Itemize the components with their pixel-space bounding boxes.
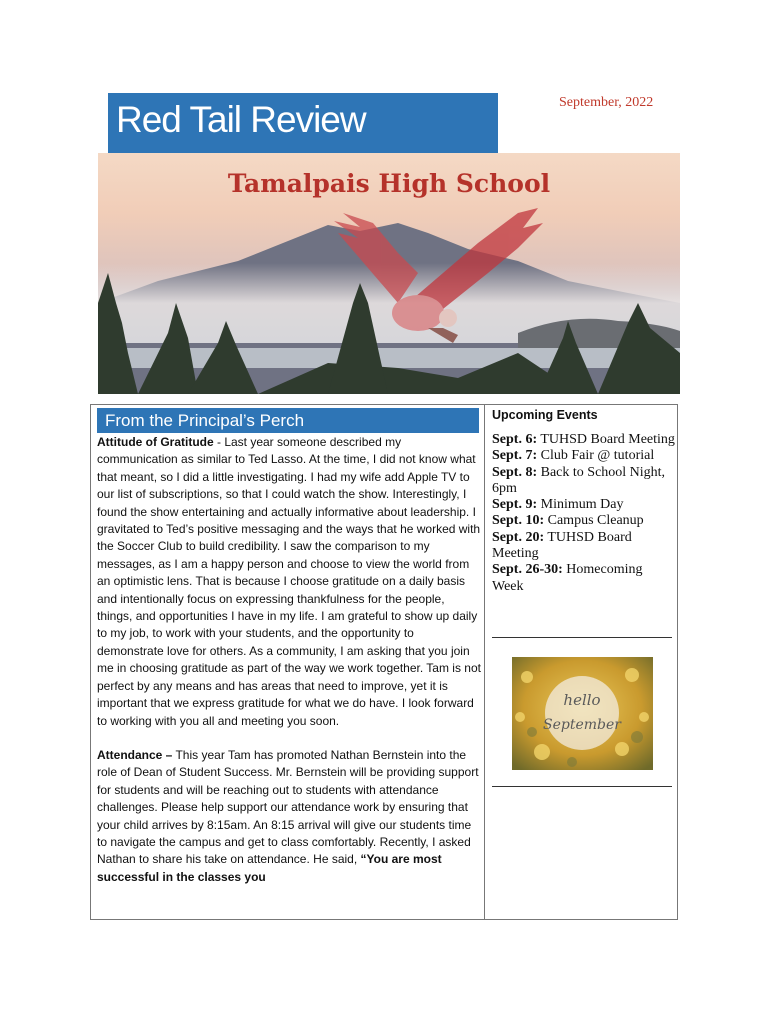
attendance-quote: “You are most successful in the classes you <box>97 852 442 884</box>
event-item <box>492 530 677 563</box>
masthead-banner <box>108 93 498 153</box>
attendance-paragraph <box>97 747 482 886</box>
event-text: Campus Cleanup <box>544 513 644 529</box>
event-item <box>492 465 677 498</box>
events-list <box>492 432 677 595</box>
card-line2: September <box>543 717 621 733</box>
event-item <box>492 497 677 513</box>
divider-rule <box>492 637 672 638</box>
event-date: Sept. 9: <box>492 497 538 513</box>
event-date: Sept. 26-30: <box>492 562 563 578</box>
event-date: Sept. 7: <box>492 448 538 464</box>
school-name: Tamalpais High School <box>227 169 551 198</box>
events-title: Upcoming Events <box>492 408 598 422</box>
gratitude-body: - Last year someone described my communication as similar to Ted Lasso. At the time, I did not know what that meant, so I did a little investigating. I had my wife add Apple TV to our list of subscriptions, so that I could watch the show. Interestingly, I found the show entertaining and actually informative about leadership. I gravitated to Ted’s positive messaging and the ways that he worked with the Soccer Club to build credibility. I saw the comparison to my messages, as I am a happy person and choose to view the world from an optimistic lens. That is because I choose gratitude on a daily basis and intentionally focus on expressing thankfulness for the people, things, and opportunities I have in my life. I am grateful to show up daily to my job, to work with your students, and the opportunity to demonstrate love for others. As a community, I am asking that you join me in choosing gratitude as part of the way we work together. Tam is not perfect by any means and has areas that need to improve, yet it is important that we express gratitude for what we do have. I look forward to working with you all and meeting you soon. <box>97 435 481 728</box>
event-date: Sept. 8: <box>492 464 538 480</box>
event-text: Homecoming Week <box>492 562 643 594</box>
hello-september-image <box>512 657 653 770</box>
attendance-body: This year Tam has promoted Nathan Bernstein into the role of Dean of Student Success. Mr. Bernstein will be providing support for students and will be reaching out to students with attendance challenges. Please help support our attendance work by ensuring that your child arrives by 8:15am. An 8:15 arrival will give our students time to navigate the campus and get to class comfortably. Recently, I asked Nathan to share his take on attendance. He said, <box>97 747 479 867</box>
column-divider <box>484 404 485 920</box>
attendance-heading: Attendance – <box>97 747 173 762</box>
issue-date: September, 2022 <box>559 95 654 110</box>
newsletter-title: Red Tail Review <box>116 99 366 140</box>
event-date: Sept. 10: <box>492 513 545 529</box>
event-text: TUHSD Board Meeting <box>492 529 632 562</box>
event-item <box>492 513 677 529</box>
event-text: Minimum Day <box>537 497 624 513</box>
section-title: From the Principal’s Perch <box>105 411 305 430</box>
card-line1: hello <box>563 691 601 709</box>
gratitude-paragraph <box>97 434 482 730</box>
event-date: Sept. 20: <box>492 529 545 545</box>
event-item <box>492 432 677 448</box>
event-text: Back to School Night, 6pm <box>492 464 666 496</box>
principal-article <box>97 434 482 903</box>
center-circle-icon <box>545 676 619 750</box>
event-text: Club Fair @ tutorial <box>537 448 655 464</box>
hero-image <box>98 153 680 394</box>
event-date: Sept. 6: <box>492 432 538 447</box>
divider-rule <box>492 786 672 787</box>
event-text: TUHSD Board Meeting <box>537 432 675 447</box>
event-item <box>492 448 677 464</box>
principal-section-header <box>97 408 479 433</box>
event-item <box>492 562 677 595</box>
hello-september-illustration <box>512 657 653 770</box>
gratitude-heading: Attitude of Gratitude <box>97 435 214 449</box>
